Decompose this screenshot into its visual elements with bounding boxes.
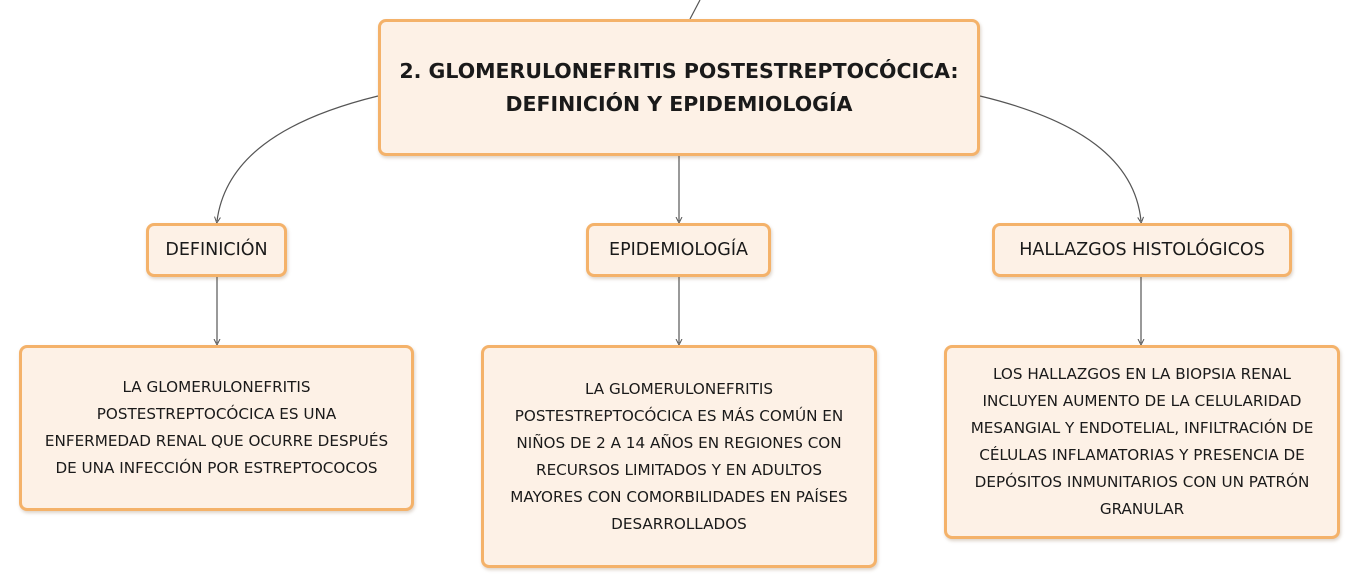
connector-main-to-hallazgos bbox=[980, 96, 1141, 221]
detail-node-epidemiologia[interactable] bbox=[481, 345, 877, 568]
detail-line: LA GLOMERULONEFRITIS bbox=[584, 379, 774, 398]
main-title-line-2: DEFINICIÓN Y EPIDEMIOLOGÍA bbox=[505, 91, 853, 116]
main-topic-title bbox=[399, 55, 958, 121]
detail-text bbox=[971, 361, 1314, 523]
category-label: EPIDEMIOLOGÍA bbox=[609, 240, 748, 260]
detail-line: CÉLULAS INFLAMATORIAS Y PRESENCIA DE bbox=[979, 446, 1305, 464]
category-node-epidemiologia[interactable] bbox=[586, 223, 771, 277]
detail-line: LOS HALLAZGOS EN LA BIOPSIA RENAL bbox=[993, 365, 1291, 383]
detail-line: POSTESTREPTOCÓCICA ES MÁS COMÚN EN bbox=[514, 406, 844, 425]
detail-line: DE UNA INFECCIÓN POR ESTREPTOCOCOS bbox=[55, 459, 378, 477]
detail-line: DEPÓSITOS INMUNITARIOS CON UN PATRÓN bbox=[974, 473, 1310, 491]
detail-node-hallazgos-histologicos[interactable] bbox=[944, 345, 1340, 539]
detail-line: DESARROLLADOS bbox=[611, 514, 747, 533]
category-label: DEFINICIÓN bbox=[165, 240, 268, 260]
detail-node-definicion[interactable] bbox=[19, 345, 414, 511]
detail-line: MAYORES CON COMORBILIDADES EN PAÍSES bbox=[510, 487, 848, 506]
category-node-hallazgos-histologicos[interactable] bbox=[992, 223, 1292, 277]
detail-line: NIÑOS DE 2 A 14 AÑOS EN REGIONES CON bbox=[516, 433, 842, 452]
connector-main-to-definicion bbox=[217, 96, 378, 221]
detail-text bbox=[45, 374, 388, 482]
connector-parent bbox=[690, 0, 700, 19]
main-topic-node[interactable] bbox=[378, 19, 980, 156]
detail-line: MESANGIAL Y ENDOTELIAL, INFILTRACIÓN DE bbox=[970, 419, 1314, 437]
detail-line: RECURSOS LIMITADOS Y EN ADULTOS bbox=[536, 460, 822, 479]
detail-line: POSTESTREPTOCÓCICA ES UNA bbox=[96, 405, 337, 423]
category-label: HALLAZGOS HISTOLÓGICOS bbox=[1019, 240, 1265, 260]
detail-line: LA GLOMERULONEFRITIS bbox=[122, 378, 311, 396]
category-node-definicion[interactable] bbox=[146, 223, 287, 277]
detail-line: ENFERMEDAD RENAL QUE OCURRE DESPUÉS bbox=[44, 432, 389, 450]
detail-text bbox=[510, 376, 847, 538]
detail-line: INCLUYEN AUMENTO DE LA CELULARIDAD bbox=[982, 392, 1302, 410]
detail-line: GRANULAR bbox=[1099, 500, 1185, 518]
main-title-line-1: 2. GLOMERULONEFRITIS POSTESTREPTOCÓCICA: bbox=[399, 58, 959, 83]
